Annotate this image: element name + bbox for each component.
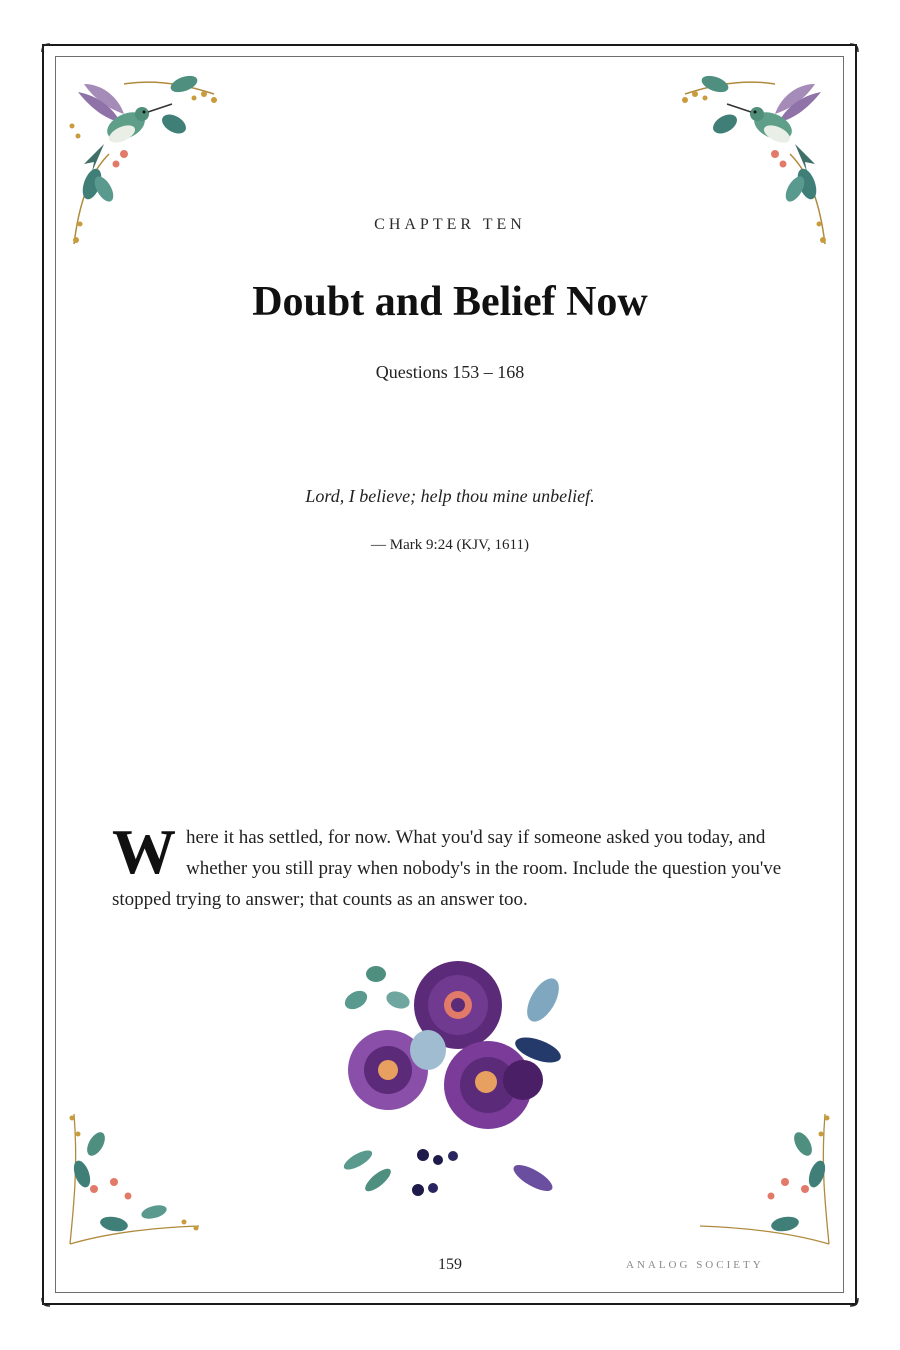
chapter-title: Doubt and Belief Now (252, 279, 648, 325)
corner-curl-icon (848, 38, 864, 54)
floral-sprig-icon (64, 1104, 209, 1249)
corner-curl-icon (36, 38, 52, 54)
page-number: 159 (438, 1256, 462, 1273)
chapter-label: CHAPTER TEN (374, 216, 526, 233)
drop-cap: W (112, 816, 176, 887)
body-text: here it has settled, for now. What you'd say if someone asked you today, and whether you still pray when nobody's in the room. Include the question you've stopped trying to answer; that counts as an answer too. (112, 827, 782, 910)
purple-floral-bouquet-icon (328, 960, 573, 1205)
epigraph-attribution: — Mark 9:24 (KJV, 1611) (371, 537, 529, 553)
floral-sprig-icon (690, 1104, 835, 1249)
footer-brand: ANALOG SOCIETY (626, 1259, 764, 1271)
corner-curl-icon (36, 1296, 52, 1312)
epigraph-quote: Lord, I believe; help thou mine unbelief. (305, 486, 595, 506)
body-paragraph (112, 816, 792, 915)
chapter-subtitle: Questions 153 – 168 (375, 362, 525, 382)
corner-curl-icon (848, 1296, 864, 1312)
